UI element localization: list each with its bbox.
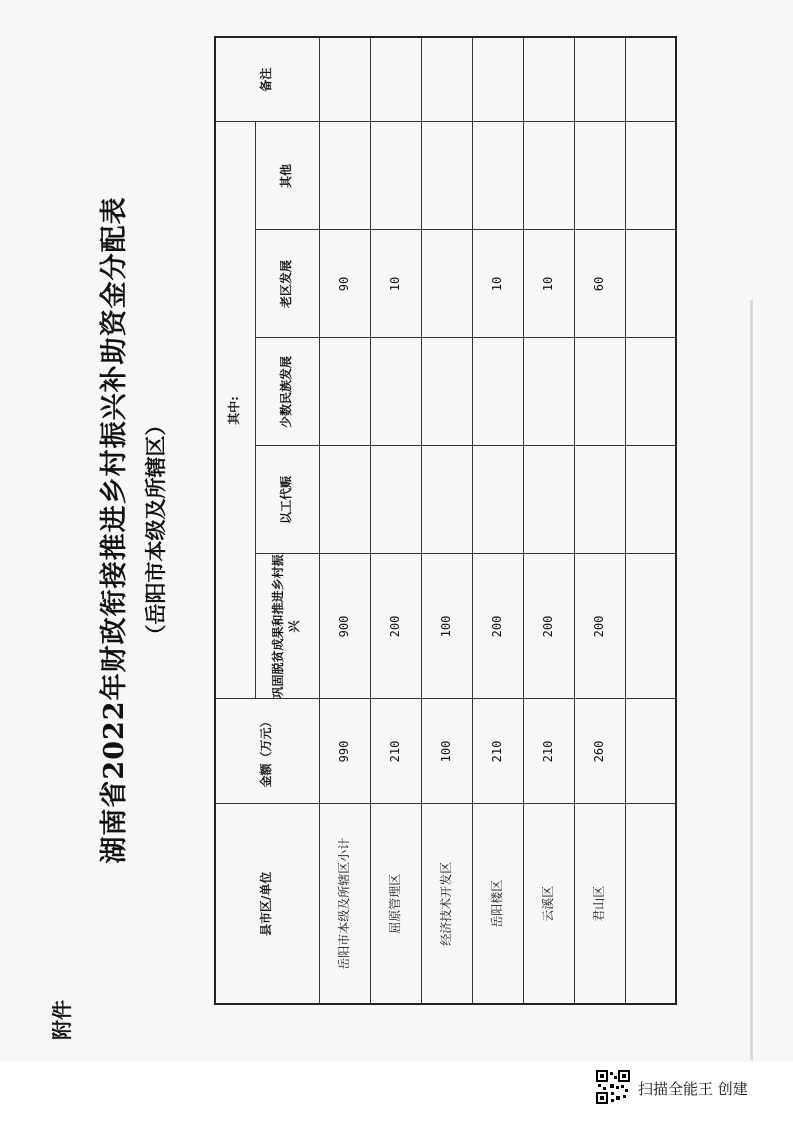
allocation-table [214,36,677,1005]
cell-other [319,122,370,230]
cell-consolidate: 200 [370,554,421,699]
header-remarks: 备注 [215,37,319,122]
document-subtitle: （岳阳市本级及所辖区） [143,414,168,646]
cell-other [472,122,523,230]
cell-consolidate: 200 [523,554,574,699]
table-row [472,37,523,1004]
cell-consolidate: 200 [574,554,625,699]
cell-consolidate: 200 [472,554,523,699]
scan-edge-shadow [750,300,753,1060]
table-row [523,37,574,1004]
cell-consolidate: 900 [319,554,370,699]
header-amount: 金额（万元） [215,699,319,804]
cell-work-relief [523,446,574,554]
cell-empty [625,804,676,1004]
header-other: 其他 [255,122,319,230]
cell-ethnic [472,338,523,446]
cell-region: 屈原管理区 [370,804,421,1004]
cell-remarks [574,37,625,122]
cell-amount: 990 [319,699,370,804]
cell-empty [625,122,676,230]
cell-old-area: 10 [523,230,574,338]
rotated-document [44,20,604,1040]
cell-region: 岳阳市本级及所辖区小计 [319,804,370,1004]
scanner-brand-label: 扫描全能王 创建 [638,1080,748,1098]
header-work-relief: 以工代赈 [255,446,319,554]
cell-remarks [421,37,472,122]
cell-amount: 210 [523,699,574,804]
cell-work-relief [574,446,625,554]
table-row-empty [625,37,676,1004]
cell-amount: 100 [421,699,472,804]
cell-amount: 210 [472,699,523,804]
cell-empty [625,554,676,699]
cell-ethnic [523,338,574,446]
cell-remarks [472,37,523,122]
cell-amount: 260 [574,699,625,804]
cell-work-relief [370,446,421,554]
cell-ethnic [421,338,472,446]
cell-work-relief [421,446,472,554]
cell-region: 云溪区 [523,804,574,1004]
cell-empty [625,230,676,338]
table-row [421,37,472,1004]
document-title: 湖南省2022年财政衔接推进乡村振兴补助资金分配表 [99,196,130,864]
cell-work-relief [472,446,523,554]
cell-ethnic [574,338,625,446]
cell-empty [625,37,676,122]
cell-empty [625,338,676,446]
header-region: 县市区/单位 [215,804,319,1004]
cell-remarks [370,37,421,122]
cell-other [370,122,421,230]
table-row [574,37,625,1004]
qr-code-icon [596,1070,630,1104]
cell-ethnic [319,338,370,446]
cell-ethnic [370,338,421,446]
cell-region: 君山区 [574,804,625,1004]
cell-other [523,122,574,230]
cell-region: 经济技术开发区 [421,804,472,1004]
header-of-which: 其中: [215,122,255,699]
cell-consolidate: 100 [421,554,472,699]
cell-region: 岳阳楼区 [472,804,523,1004]
cell-old-area [421,230,472,338]
cell-old-area: 10 [370,230,421,338]
header-consolidate: 巩固脱贫成果和推进乡村振兴 [255,554,319,699]
header-old-area: 老区发展 [255,230,319,338]
cell-old-area: 60 [574,230,625,338]
cell-empty [625,446,676,554]
cell-amount: 210 [370,699,421,804]
cell-work-relief [319,446,370,554]
cell-remarks [319,37,370,122]
cell-other [421,122,472,230]
cell-empty [625,699,676,804]
cell-remarks [523,37,574,122]
cell-other [574,122,625,230]
cell-old-area: 10 [472,230,523,338]
header-ethnic: 少数民族发展 [255,338,319,446]
table-row [370,37,421,1004]
cell-old-area: 90 [319,230,370,338]
attachment-label: 附件 [50,1000,74,1040]
table-row [319,37,370,1004]
